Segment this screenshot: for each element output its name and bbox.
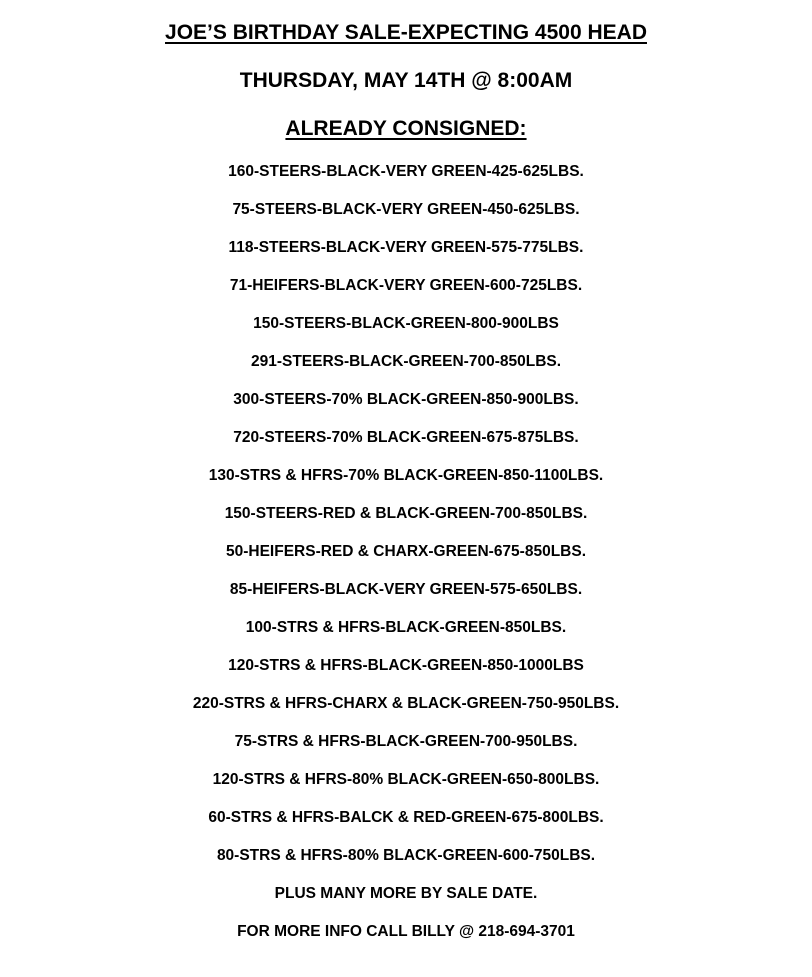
- consignment-item: 85-HEIFERS-BLACK-VERY GREEN-575-650LBS.: [229, 581, 583, 598]
- consignment-item: 160-STEERS-BLACK-VERY GREEN-425-625LBS.: [228, 163, 584, 180]
- consignment-item: 130-STRS & HFRS-70% BLACK-GREEN-850-1100LBS.: [208, 467, 604, 484]
- consignment-item: 300-STEERS-70% BLACK-GREEN-850-900LBS.: [233, 391, 579, 408]
- consignment-item: 75-STRS & HFRS-BLACK-GREEN-700-950LBS.: [234, 733, 578, 750]
- consignment-item: 291-STEERS-BLACK-GREEN-700-850LBS.: [250, 353, 562, 370]
- consignment-item: 720-STEERS-70% BLACK-GREEN-675-875LBS.: [233, 429, 579, 446]
- consignment-item: 60-STRS & HFRS-BALCK & RED-GREEN-675-800LBS.: [208, 809, 604, 826]
- consignment-item: 118-STEERS-BLACK-VERY GREEN-575-775LBS.: [228, 239, 584, 256]
- consignment-item: 50-HEIFERS-RED & CHARX-GREEN-675-850LBS.: [225, 543, 587, 560]
- consignment-item: 100-STRS & HFRS-BLACK-GREEN-850LBS.: [245, 619, 567, 636]
- more-note: PLUS MANY MORE BY SALE DATE.: [274, 885, 538, 902]
- page-title: JOE’S BIRTHDAY SALE-EXPECTING 4500 HEAD: [165, 21, 647, 44]
- consignment-item: 220-STRS & HFRS-CHARX & BLACK-GREEN-750-950LBS.: [192, 695, 620, 712]
- contact-info: FOR MORE INFO CALL BILLY @ 218-694-3701: [237, 923, 575, 940]
- consignment-item: 120-STRS & HFRS-80% BLACK-GREEN-650-800LBS.: [212, 771, 600, 788]
- consignment-item: 150-STEERS-RED & BLACK-GREEN-700-850LBS.: [224, 505, 588, 522]
- sale-date: THURSDAY, MAY 14TH @ 8:00AM: [239, 69, 573, 92]
- consigned-heading: ALREADY CONSIGNED:: [285, 117, 527, 140]
- consignment-item: 80-STRS & HFRS-80% BLACK-GREEN-600-750LBS.: [216, 847, 596, 864]
- consignment-item: 75-STEERS-BLACK-VERY GREEN-450-625LBS.: [232, 201, 580, 218]
- consignment-item: 120-STRS & HFRS-BLACK-GREEN-850-1000LBS: [228, 657, 584, 674]
- consignment-item: 150-STEERS-BLACK-GREEN-800-900LBS: [253, 315, 559, 332]
- consignment-item: 71-HEIFERS-BLACK-VERY GREEN-600-725LBS.: [229, 277, 583, 294]
